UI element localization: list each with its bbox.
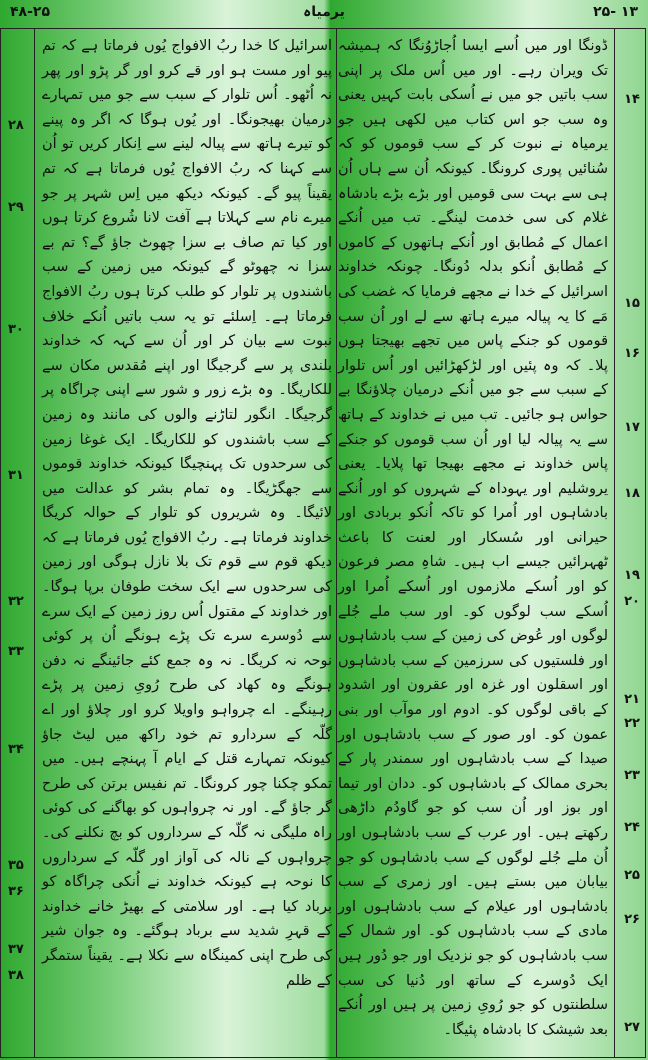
verse-number: ۲۶ — [624, 912, 640, 927]
verse-number: ۲۰ — [624, 594, 640, 609]
page-header — [0, 0, 648, 28]
header-book-title: یرمیاہ — [303, 4, 345, 20]
verse-number: ۲۷ — [624, 1020, 640, 1035]
verse-number: ۱۷ — [624, 420, 640, 435]
verse-number: ۳۳ — [8, 644, 24, 659]
verse-number: ۲۹ — [8, 200, 24, 215]
column-divider — [336, 28, 337, 1058]
right-column-text: ڈونگا اور میں اُسے ایسا اُجاڑوُنگا کہ ہمیشہ تک ویران رہے۔ اور میں اُس ملک پر اپنی سب باتیں جو میں نے اُسکی بابت کہیں یعنی وہ سب جو اس کتاب میں لکھی ہیں جو یرمیاہ نے نبوت کر کے سب قوموں کو کہ سُنائیں پوری کرونگا۔ کیونکہ اُن سے ہاں اُن ہی سے بہت سی قومیں اور بڑے بڑے بادشاہ غلام کی سی خدمت لینگے۔ تب میں اُنکے اعمال کے مُطابق اور اُنکے ہاتھوں کے کاموں کے مُطابق اُنکو بدلہ دُونگا۔ چونکہ خداوند اسرائیل کے خدا نے مجھے فرمایا کہ غضب کی مَے کا یہ پیالہ میرے ہاتھ سے لے اور اُن سب قوموں کو جنکے پاس میں تجھے بھیجتا ہوں پلا۔ کہ وہ پئیں اور لڑکھڑائیں اور اُس تلوار کے سبب سے جو میں اُنکے درمیان چلاؤنگا بے حواس ہو جائیں۔ تب میں نے خداوند کے ہاتھ سے یہ پیالہ لیا اور اُن سب قوموں کو جنکے پاس خداوند نے مجھے بھیجا تھا پلایا۔ یعنی یروشلیم اور یہوداہ کے شہروں کو اور اُنکے بادشاہوں اور اُمرا کو تاکہ اُنکو بربادی اور حیرانی اور سُسکار اور لعنت کا باعث ٹھہرائیں جیسے اب ہیں۔ شاہِ مصر فرعون کو اور اُسکے ملازموں اور اُسکے اُمرا اور اُسکے سب لوگوں کو۔ اور سب ملے جُلے لوگوں اور عُوض کی زمین کے سب بادشاہوں اور فلستیوں کی سرزمین کے سب بادشاہوں اور اسقلون اور غزہ اور عقرون اور اشدود کے باقی لوگوں کو۔ ادوم اور موآب اور بنی عمون کو۔ اور صور کے سب بادشاہوں اور صیدا کے سب بادشاہوں اور سمندر پار کے بحری ممالک کے بادشاہوں کو۔ ددان اور تیما اور بوز اور اُن سب کو جو گاودُم داڑھی رکھتے ہیں۔ اور عرب کے سب بادشاہوں اور اُن ملے جُلے لوگوں کے سب بادشاہوں کو جو بیابان میں بستے ہیں۔ اور زمری کے سب بادشاہوں اور عیلام کے سب بادشاہوں اور مادی کے سب بادشاہوں کو۔ اور شمال کے سب بادشاہوں کو جو نزدیک اور جو دُور ہیں ایک دُوسرے کے ساتھ اور دُنیا کی سب سلطنتوں کو جو رُویِ زمین پر ہیں اور اُنکے بعد شیشک کا بادشاہ پئیگا۔ — [338, 38, 608, 1038]
verse-number: ۱۵ — [624, 296, 640, 311]
header-chapter-range-left: ۴۸-۲۵ — [10, 4, 50, 20]
verse-number: ۲۸ — [8, 118, 24, 133]
verse-number: ۲۲ — [624, 716, 640, 731]
verse-number: ۱۸ — [624, 486, 640, 501]
left-column-text: اسرائیل کا خدا ربُ الافواج یُوں فرماتا ہے کہ تم پیو اور مست ہو اور قے کرو اور گر پڑو اور پھر نہ اُٹھو۔ اُس تلوار کے سبب سے جو میں تمہارے درمیان بھیجونگا۔ اور یُوں ہوگا کہ اگر وہ پینے کو تیرے ہاتھ سے پیالہ لینے سے اِنکار کریں تو اُن سے کہنا کہ ربُ الافواج یُوں فرماتا ہے کہ تم یقیناً پیو گے۔ کیونکہ دیکھ میں اِس شہر پر جو میرے نام سے کہلاتا ہے آفت لانا شُروع کرتا ہوں اور کیا تم صاف بے سزا چھوٹ جاؤ گے؟ تم بے سزا نہ چھوٹو گے کیونکہ میں زمین کے سب باشندوں پر تلوار کو طلب کرتا ہوں ربُ الافواج فرماتا ہے۔ اِسلئے تو یہ سب باتیں اُنکے خلاف نبوت سے بیان کر اور اُن سے کہہ کہ خداوند بلندی پر سے گرجیگا اور اپنے مُقدس مکان سے للکاریگا۔ وہ بڑے زور و شور سے اپنی چراگاہ پر گرجیگا۔ انگور لتاڑنے والوں کی مانند وہ زمین کے سب باشندوں کو للکاریگا۔ ایک غوغا زمین کی سرحدوں تک پہنچیگا کیونکہ خداوند قوموں سے جھگڑیگا۔ وہ تمام بشر کو عدالت میں لائیگا۔ وہ شریروں کو تلوار کے حوالہ کریگا خداوند فرماتا ہے۔ ربُ الافواج یُوں فرماتا ہے کہ دیکھ قوم سے قوم تک بلا نازل ہوگی اور زمین کی سرحدوں سے ایک سخت طوفان برپا ہوگا۔ اور خداوند کے مقتول اُس روز زمین کے ایک سرے سے دُوسرے سرے تک پڑے ہونگے اُن پر کوئی نوحہ نہ کریگا۔ نہ وہ جمع کئے جائینگے نہ دفن ہونگے وہ کھاد کی طرح رُویِ زمین پر پڑے رہینگے۔ اے چرواہو واویلا کرو اور چلاؤ اور اے گلّہ کے سردارو تم خود راکھ میں لیٹ جاؤ کیونکہ تمہارے قتل کے ایام آ پہنچے ہیں۔ میں تمکو چکنا چور کرونگا۔ تم نفیس برتن کی طرح گر جاؤ گے۔ اور نہ چرواہوں کو بھاگنے کی کوئی راہ ملیگی نہ گلّہ کے سرداروں کو بچ نکلنے کی۔ چرواہوں کے نالہ کی آواز اور گلّہ کے سرداروں کا نوحہ ہے کیونکہ خداوند نے اُنکی چراگاہ کو برباد کیا ہے۔ اور سلامتی کے بھیڑ خانے خداوند کے قہرِ شدید سے برباد ہوگئے۔ وہ جوان شیر کی طرح اپنی کمینگاہ سے نکلا ہے۔ یقیناً ستمگر کے ظلم — [42, 38, 332, 989]
verse-number: ۳۸ — [8, 968, 24, 983]
verse-number: ۱۶ — [624, 346, 640, 361]
right-margin-divider — [614, 28, 615, 1058]
right-text-column — [338, 34, 608, 1054]
verse-number: ۳۱ — [8, 468, 24, 483]
left-margin-divider — [34, 28, 35, 1058]
left-text-column — [42, 34, 332, 1054]
verse-number: ۱۹ — [624, 568, 640, 583]
verse-number: ۱۴ — [624, 92, 640, 107]
verse-number: ۳۶ — [8, 884, 24, 899]
verse-number: ۳۴ — [8, 742, 24, 757]
verse-number: ۳۲ — [8, 594, 24, 609]
verse-number: ۲۵ — [624, 868, 640, 883]
verse-number: ۳۵ — [8, 858, 24, 873]
verse-number: ۲۱ — [624, 692, 640, 707]
verse-number: ۲۴ — [624, 820, 640, 835]
header-chapter-range-right: ۲۵- ۱۳ — [593, 4, 638, 20]
verse-number: ۳۷ — [8, 942, 24, 957]
verse-number: ۳۰ — [8, 322, 24, 337]
verse-number: ۲۳ — [624, 768, 640, 783]
